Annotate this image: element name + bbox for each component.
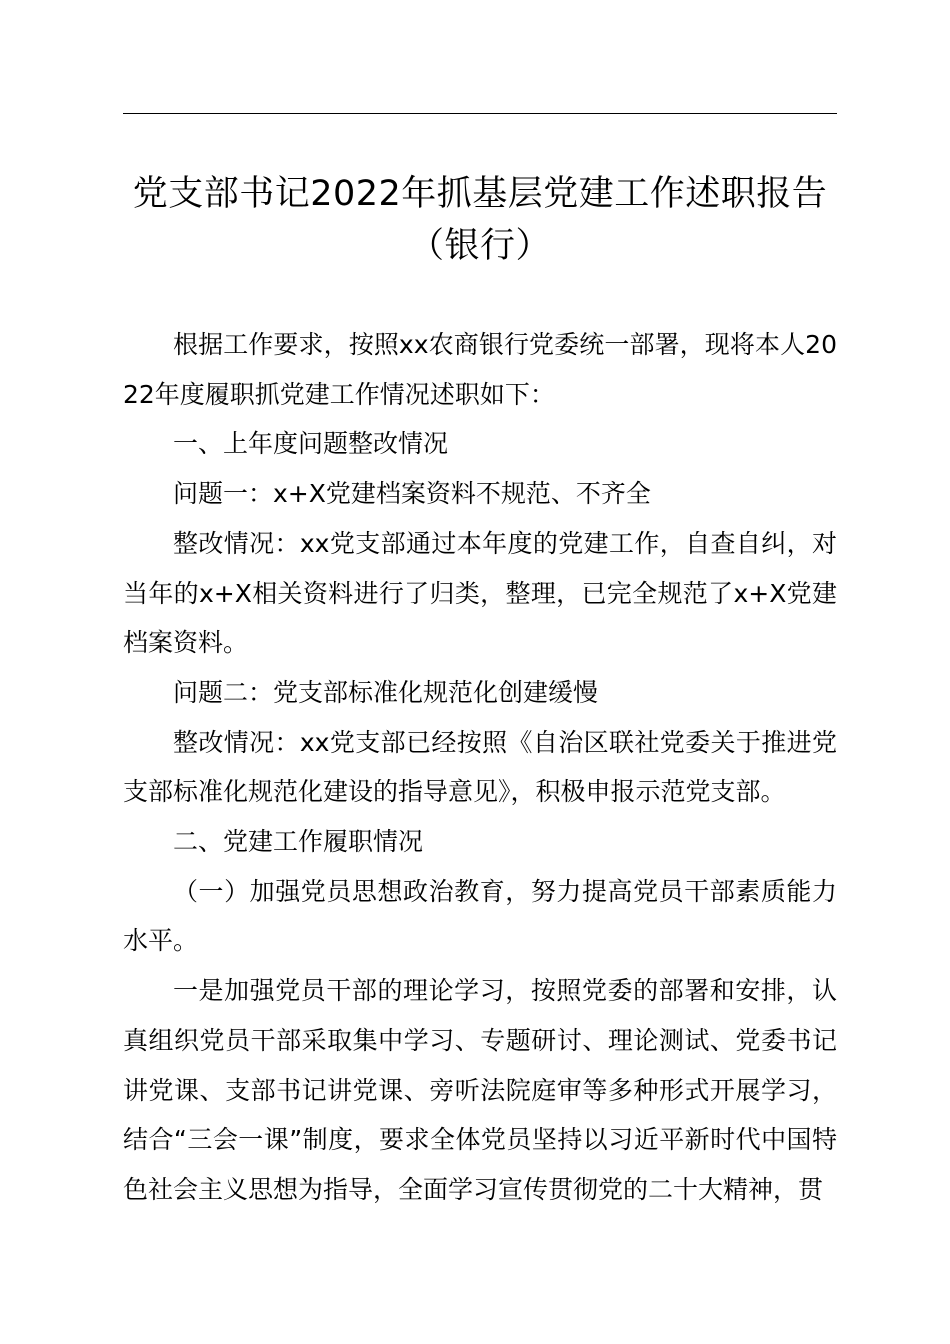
heading-section-2: 二、党建工作履职情况 xyxy=(173,827,424,857)
paragraph-intro: 根据工作要求，按照xx农商银行党委统一部署，现将本人2022年度履职抓党建工作情况述职如下： xyxy=(123,330,837,409)
header-rule xyxy=(123,113,837,114)
heading-section-1: 一、上年度问题整改情况 xyxy=(173,429,449,459)
paragraph-study: 一是加强党员干部的理论学习，按照党委的部署和安排，认真组织党员干部采取集中学习、专题研讨、理论测试、党委书记讲党课、支部书记讲党课、旁听法院庭审等多种形式开展学习，结合“三会一课”制度，要求全体党员坚持以习近平新时代中国特色社会主义思想为指导，全面学习宣传贯彻党的二十大精神，贯 xyxy=(123,976,837,1204)
paragraph-issue-2: 问题二：党支部标准化规范化创建缓慢 xyxy=(173,677,599,707)
title-line-1: 党支部书记2022年抓基层党建工作述职报告 xyxy=(132,174,828,214)
paragraph-rectification-2: 整改情况：xx党支部已经按照《自治区联社党委关于推进党支部标准化规范化建设的指导意见》，积极申报示范党支部。 xyxy=(123,727,837,807)
paragraph-issue-1: 问题一：x+X党建档案资料不规范、不齐全 xyxy=(173,479,651,509)
document-body xyxy=(123,320,837,1215)
paragraph-rectification-1: 整改情况：xx党支部通过本年度的党建工作，自查自纠，对当年的x+X相关资料进行了归类，整理，已完全规范了x+X党建档案资料。 xyxy=(123,528,837,658)
title-line-2: （银行） xyxy=(408,226,551,266)
document-title xyxy=(110,168,850,272)
heading-subsection-1: （一）加强党员思想政治教育，努力提高党员干部素质能力水平。 xyxy=(123,876,837,956)
